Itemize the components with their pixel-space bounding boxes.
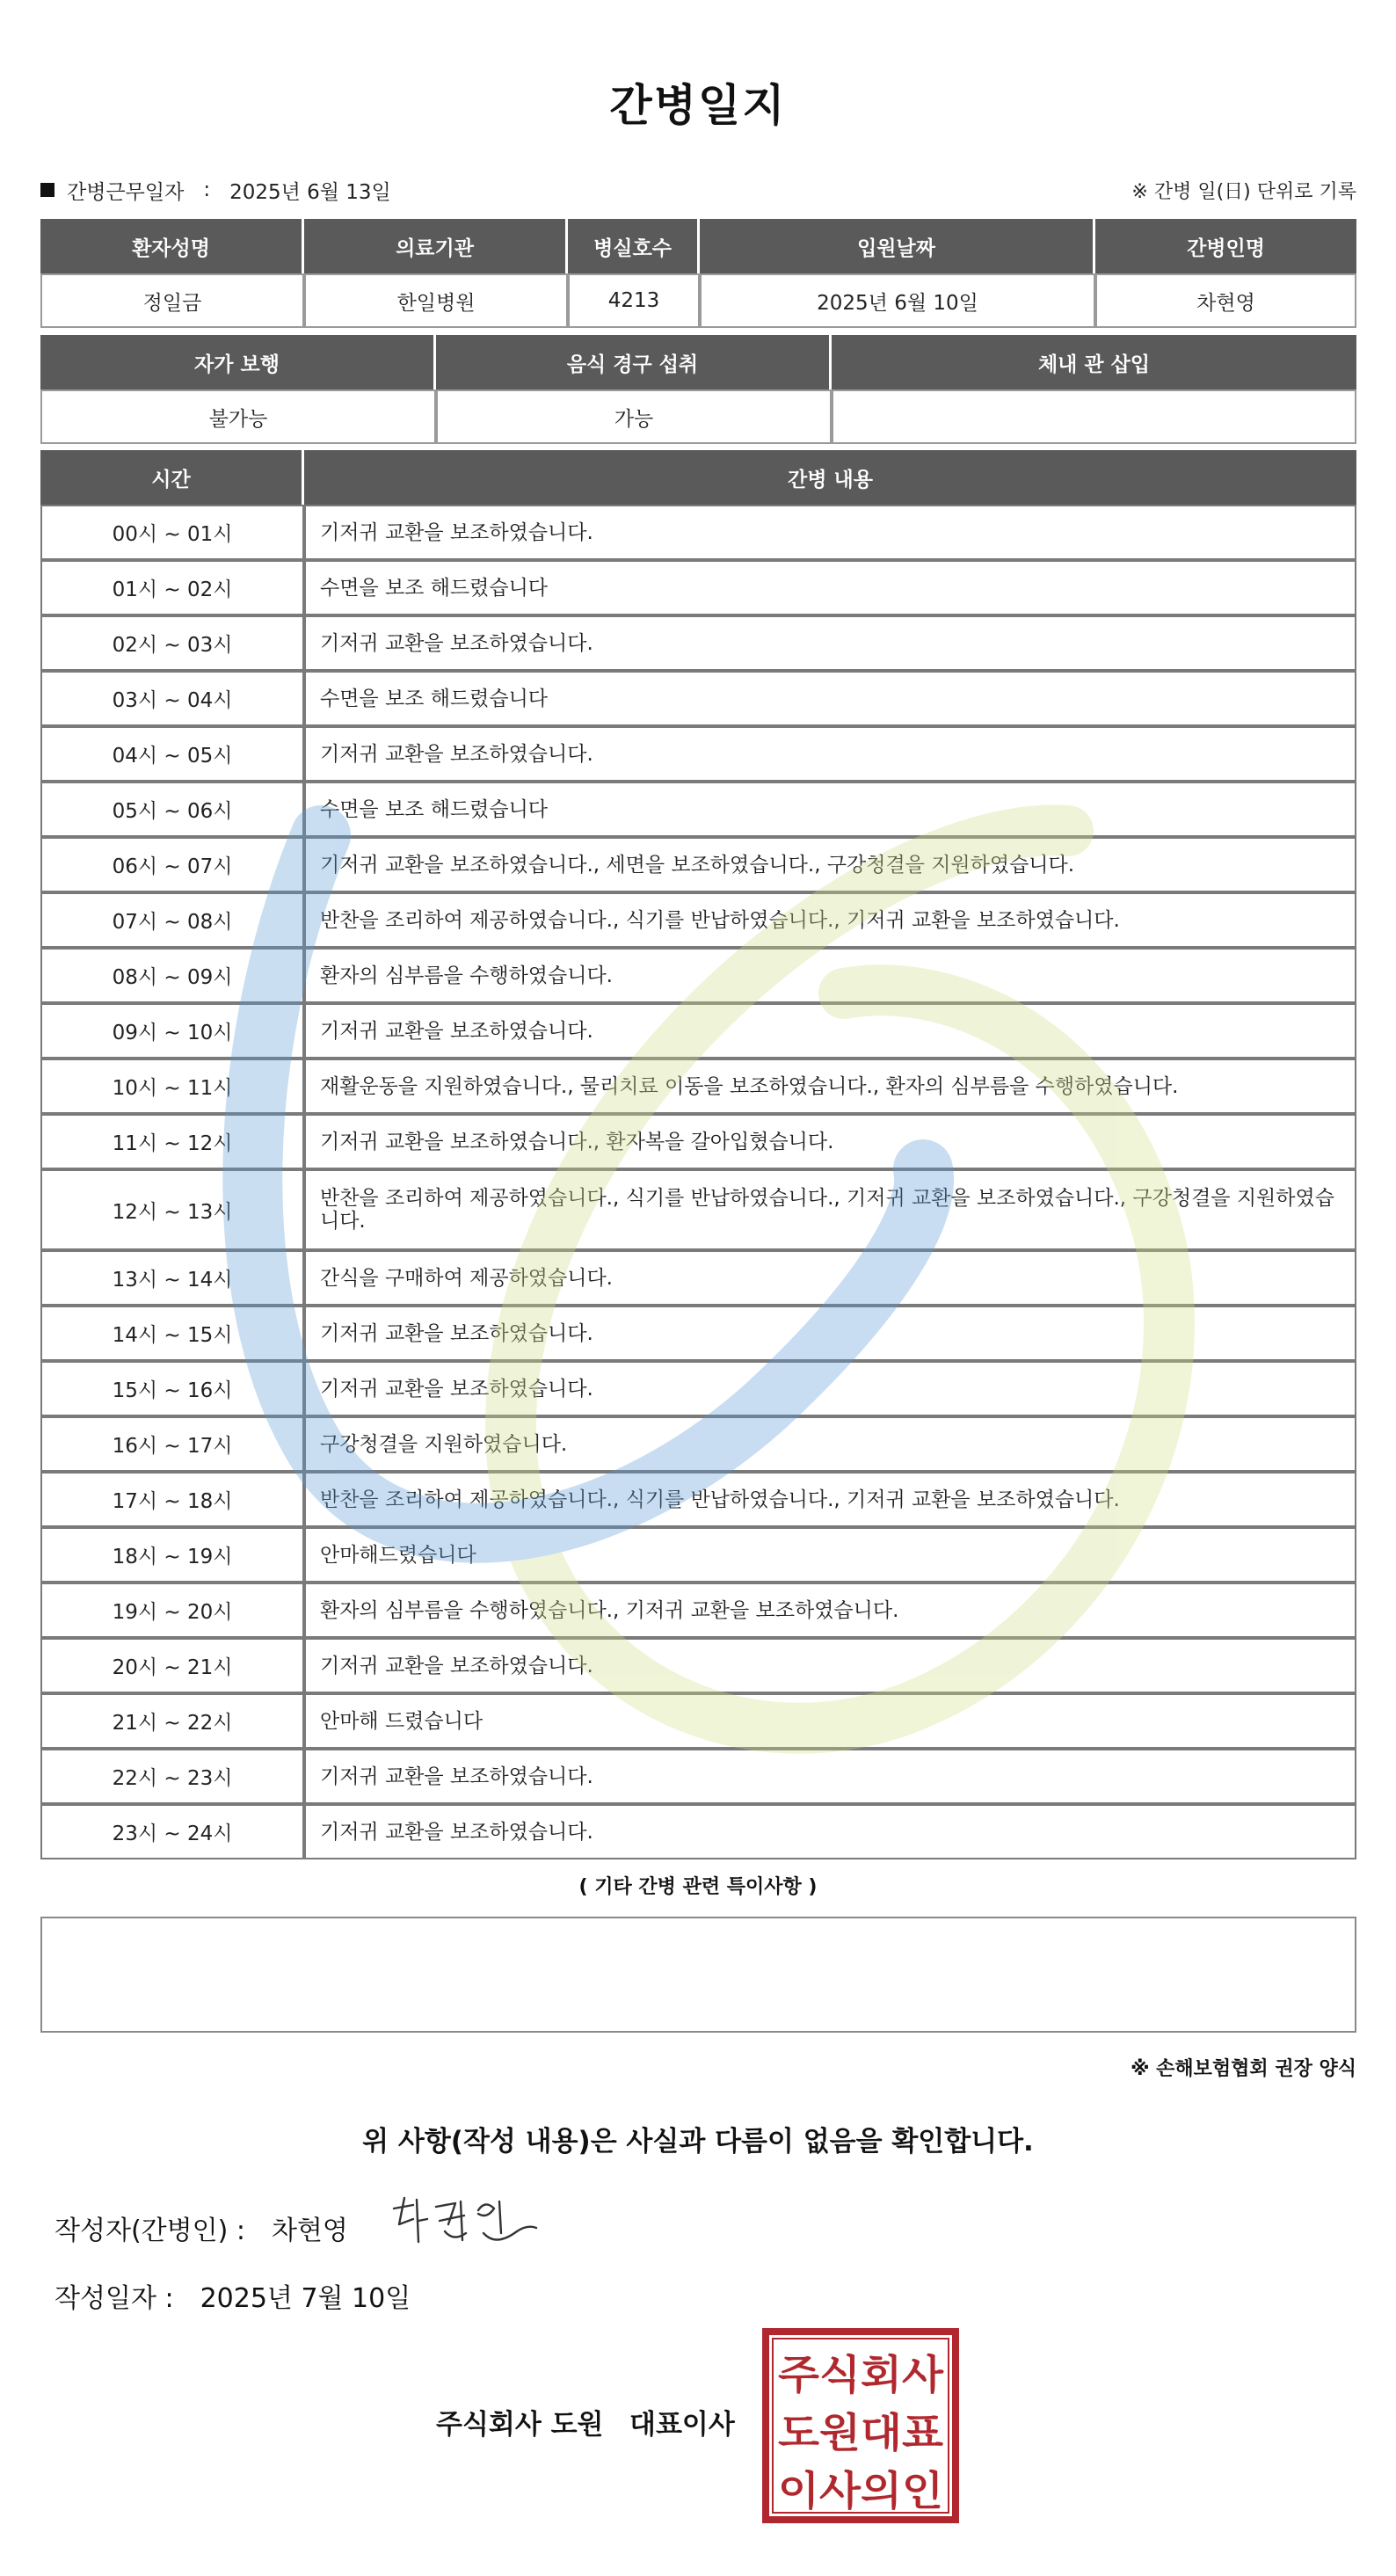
- caregiver-name: 차현영: [1095, 273, 1356, 328]
- svg-text:이사의인: 이사의인: [778, 2467, 943, 2514]
- header-self-walking: 자가 보행: [40, 335, 436, 389]
- content-cell: 기저귀 교환을 보조하였습니다.: [304, 615, 1356, 671]
- meta-row: [40, 172, 1356, 207]
- special-notes-label: ( 기타 간병 관련 특이사항 ): [578, 1876, 818, 1898]
- table-row: [40, 1693, 1356, 1749]
- time-cell: 11시 ~ 12시: [40, 1114, 304, 1169]
- content-cell: 기저귀 교환을 보조하였습니다.: [304, 1003, 1356, 1059]
- time-cell: 09시 ~ 10시: [40, 1003, 304, 1059]
- content-cell: 기저귀 교환을 보조하였습니다., 환자복을 갈아입혔습니다.: [304, 1114, 1356, 1169]
- content-cell: 수면을 보조 해드렸습니다: [304, 671, 1356, 726]
- table-row: [40, 1114, 1356, 1169]
- patient-name: 정일금: [40, 273, 304, 328]
- table-row: [40, 1527, 1356, 1583]
- time-cell: 22시 ~ 23시: [40, 1749, 304, 1804]
- work-date: [40, 176, 391, 205]
- table-row: [40, 505, 1356, 560]
- table-row: [40, 1003, 1356, 1059]
- oral-intake-value: 가능: [436, 389, 832, 444]
- time-cell: 16시 ~ 17시: [40, 1416, 304, 1472]
- header-hospital: 의료기관: [304, 219, 568, 273]
- table-row: [40, 1638, 1356, 1693]
- table-row: [40, 1472, 1356, 1527]
- header-admission-date: 입원날짜: [700, 219, 1095, 273]
- content-cell: 반찬을 조리하여 제공하였습니다., 식기를 반납하였습니다., 기저귀 교환을 보조하였습니다.: [304, 892, 1356, 948]
- time-cell: 18시 ~ 19시: [40, 1527, 304, 1583]
- header-caregiver-name: 간병인명: [1095, 219, 1356, 273]
- header-room-number: 병실호수: [568, 219, 700, 273]
- special-notes-field[interactable]: [40, 1917, 1356, 2033]
- time-cell: 21시 ~ 22시: [40, 1693, 304, 1749]
- admission-date: 2025년 6월 10일: [700, 273, 1095, 328]
- time-cell: 15시 ~ 16시: [40, 1361, 304, 1416]
- table-row: [40, 1804, 1356, 1859]
- time-cell: 10시 ~ 11시: [40, 1059, 304, 1114]
- time-cell: 17시 ~ 18시: [40, 1472, 304, 1527]
- handwritten-signature: [387, 2189, 545, 2259]
- square-bullet-icon: [40, 183, 55, 197]
- time-cell: 14시 ~ 15시: [40, 1306, 304, 1361]
- work-date-value: 2025년 6월 13일: [229, 180, 391, 204]
- time-cell: 02시 ~ 03시: [40, 615, 304, 671]
- header-patient-name: 환자성명: [40, 219, 304, 273]
- content-cell: 수면을 보조 해드렸습니다: [304, 782, 1356, 837]
- table-row: [40, 560, 1356, 615]
- content-cell: 기저귀 교환을 보조하였습니다.: [304, 1804, 1356, 1859]
- content-cell: 환자의 심부름을 수행하였습니다.: [304, 948, 1356, 1003]
- svg-text:주식회사: 주식회사: [778, 2351, 944, 2398]
- content-cell: 반찬을 조리하여 제공하였습니다., 식기를 반납하였습니다., 기저귀 교환을 보조하였습니다.: [304, 1472, 1356, 1527]
- table-row: [40, 782, 1356, 837]
- content-cell: 기저귀 교환을 보조하였습니다.: [304, 505, 1356, 560]
- content-cell: 재활운동을 지원하였습니다., 물리치료 이동을 보조하였습니다., 환자의 심부름을 수행하였습니다.: [304, 1059, 1356, 1114]
- tube-insertion-value: [832, 389, 1356, 444]
- time-cell: 08시 ~ 09시: [40, 948, 304, 1003]
- time-cell: 13시 ~ 14시: [40, 1250, 304, 1306]
- written-date-label: 작성일자 :: [55, 2283, 174, 2314]
- company-name: 주식회사 도원: [436, 2409, 604, 2441]
- table-row: [40, 1059, 1356, 1114]
- content-cell: 기저귀 교환을 보조하였습니다.: [304, 726, 1356, 782]
- svg-text:도원대표: 도원대표: [778, 2409, 944, 2456]
- time-cell: 00시 ~ 01시: [40, 505, 304, 560]
- unit-note: ※ 간병 일(日) 단위로 기록: [1131, 180, 1356, 203]
- self-walking-value: 불가능: [40, 389, 436, 444]
- time-cell: 01시 ~ 02시: [40, 560, 304, 615]
- table-row: [40, 671, 1356, 726]
- work-date-label: 간병근무일자: [67, 180, 185, 204]
- time-cell: 05시 ~ 06시: [40, 782, 304, 837]
- table-row: [40, 615, 1356, 671]
- company-title: 대표이사: [629, 2409, 735, 2441]
- form-note: ※ 손해보험협회 권장 양식: [1131, 2058, 1356, 2080]
- content-cell: 반찬을 조리하여 제공하였습니다., 식기를 반납하였습니다., 기저귀 교환을 보조하였습니다., 구강청결을 지원하였습니다.: [304, 1169, 1356, 1250]
- content-cell: 기저귀 교환을 보조하였습니다.: [304, 1638, 1356, 1693]
- table-row: [40, 1169, 1356, 1250]
- patient-info-table: [40, 219, 1356, 328]
- care-log-table: [40, 450, 1356, 1859]
- content-cell: 기저귀 교환을 보조하였습니다.: [304, 1306, 1356, 1361]
- content-cell: 기저귀 교환을 보조하였습니다.: [304, 1749, 1356, 1804]
- time-cell: 04시 ~ 05시: [40, 726, 304, 782]
- written-date-value: 2025년 7월 10일: [200, 2283, 411, 2314]
- time-cell: 12시 ~ 13시: [40, 1169, 304, 1250]
- time-cell: 20시 ~ 21시: [40, 1638, 304, 1693]
- table-row: [40, 1361, 1356, 1416]
- table-row: [40, 1416, 1356, 1472]
- time-cell: 23시 ~ 24시: [40, 1804, 304, 1859]
- writer-label: 작성자(간병인) :: [55, 2216, 245, 2246]
- time-cell: 06시 ~ 07시: [40, 837, 304, 892]
- table-row: [40, 892, 1356, 948]
- table-row: [40, 1749, 1356, 1804]
- header-oral-intake: 음식 경구 섭취: [436, 335, 832, 389]
- table-row: [40, 1583, 1356, 1638]
- room-number: 4213: [568, 273, 700, 328]
- table-row: [40, 1306, 1356, 1361]
- time-cell: 07시 ~ 08시: [40, 892, 304, 948]
- table-row: [40, 948, 1356, 1003]
- work-date-separator: :: [203, 178, 211, 201]
- company-seal-stamp: [761, 2327, 960, 2524]
- header-time: 시간: [40, 450, 304, 505]
- content-cell: 구강청결을 지원하였습니다.: [304, 1416, 1356, 1472]
- time-cell: 03시 ~ 04시: [40, 671, 304, 726]
- content-cell: 기저귀 교환을 보조하였습니다.: [304, 1361, 1356, 1416]
- writer-row: [55, 2209, 348, 2247]
- content-cell: 안마해드렸습니다: [304, 1527, 1356, 1583]
- table-row: [40, 726, 1356, 782]
- content-cell: 간식을 구매하여 제공하였습니다.: [304, 1250, 1356, 1306]
- content-cell: 기저귀 교환을 보조하였습니다., 세면을 보조하였습니다., 구강청결을 지원하였습니다.: [304, 837, 1356, 892]
- content-cell: 안마해 드렸습니다: [304, 1693, 1356, 1749]
- content-cell: 환자의 심부름을 수행하였습니다., 기저귀 교환을 보조하였습니다.: [304, 1583, 1356, 1638]
- hospital-name: 한일병원: [304, 273, 568, 328]
- content-cell: 수면을 보조 해드렸습니다: [304, 560, 1356, 615]
- table-row: [40, 837, 1356, 892]
- written-date-row: [55, 2276, 411, 2315]
- table-row: [40, 1250, 1356, 1306]
- header-care-content: 간병 내용: [304, 450, 1356, 505]
- header-tube-insertion: 체내 관 삽입: [832, 335, 1356, 389]
- confirmation-statement: 위 사항(작성 내용)은 사실과 다름이 없음을 확인합니다.: [362, 2126, 1034, 2158]
- time-cell: 19시 ~ 20시: [40, 1583, 304, 1638]
- writer-name: 차현영: [271, 2216, 348, 2246]
- patient-status-table: [40, 335, 1356, 444]
- document-title: 간병일지: [609, 80, 787, 131]
